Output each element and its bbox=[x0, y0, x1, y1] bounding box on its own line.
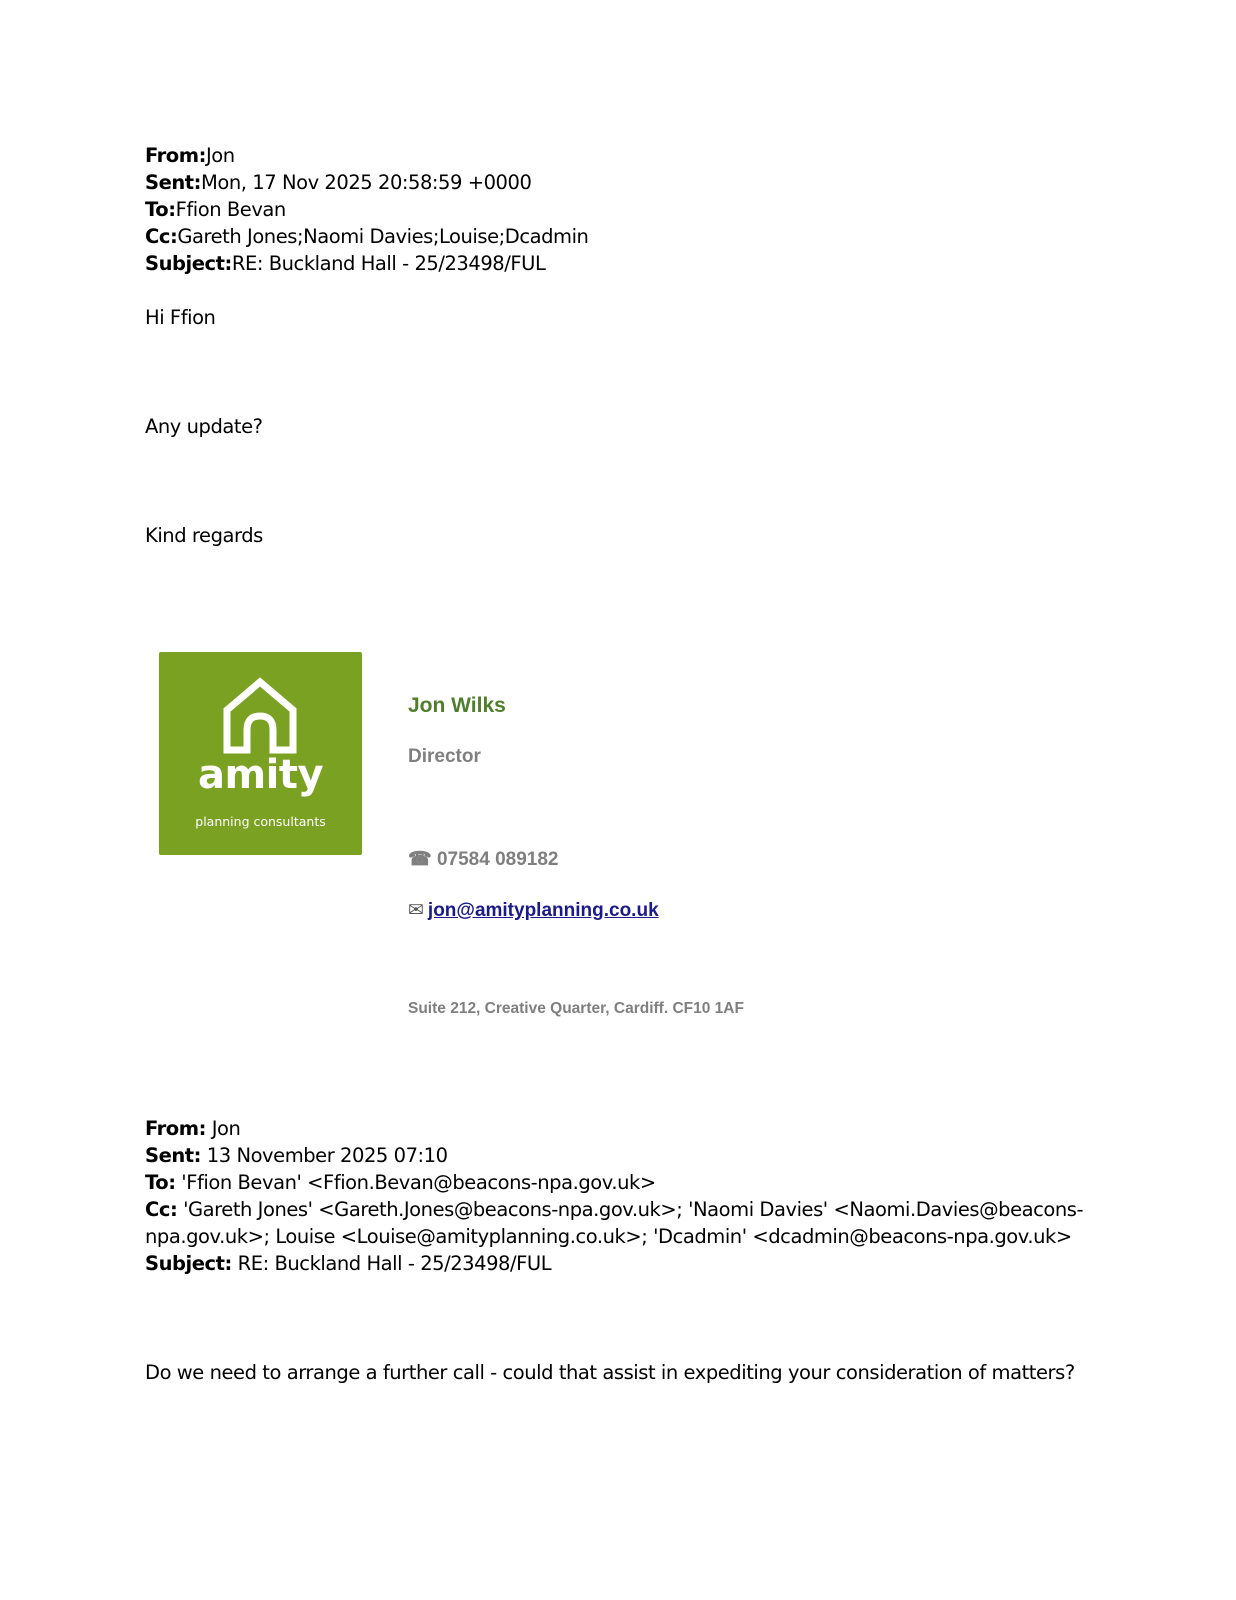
subject-value: RE: Buckland Hall - 25/23498/FUL bbox=[231, 1252, 552, 1275]
email1-closing: Kind regards bbox=[145, 524, 263, 547]
email2-subject-line bbox=[145, 1252, 551, 1275]
email2-body: Do we need to arrange a further call - could that assist in expediting your consideration of matters? bbox=[145, 1361, 1075, 1384]
envelope-icon: ✉ bbox=[408, 900, 424, 921]
sent-label: Sent: bbox=[145, 1144, 202, 1167]
logo-subtitle: planning consultants bbox=[195, 814, 326, 829]
cc-label: Cc: bbox=[145, 1198, 178, 1221]
subject-label: Subject: bbox=[145, 1252, 232, 1275]
email2-sent-line bbox=[145, 1144, 448, 1167]
email2-cc-continuation: npa.gov.uk>; Louise <Louise@amityplanning.co.uk>; 'Dcadmin' <dcadmin@beacons-npa.gov.uk> bbox=[145, 1225, 1072, 1248]
sent-label: Sent: bbox=[145, 171, 202, 194]
signature-name: Jon Wilks bbox=[408, 694, 506, 717]
signature-address: Suite 212, Creative Quarter, Cardiff. CF10 1AF bbox=[408, 1000, 744, 1017]
to-value: 'Ffion Bevan' <Ffion.Bevan@beacons-npa.gov.uk> bbox=[175, 1171, 656, 1194]
from-label: From: bbox=[145, 1117, 206, 1140]
phone-number: 07584 089182 bbox=[436, 849, 559, 870]
from-value: Jon bbox=[205, 144, 235, 167]
telephone-icon: ☎ bbox=[408, 849, 432, 870]
email2-cc-line bbox=[145, 1198, 1083, 1221]
email1-cc-line bbox=[145, 225, 588, 248]
sent-value: Mon, 17 Nov 2025 20:58:59 +0000 bbox=[201, 171, 532, 194]
email-link[interactable]: jon@amityplanning.co.uk bbox=[427, 900, 659, 921]
signature-title: Director bbox=[408, 746, 481, 767]
email2-from-line bbox=[145, 1117, 240, 1140]
cc-value-line1: 'Gareth Jones' <Gareth.Jones@beacons-npa.gov.uk>; 'Naomi Davies' <Naomi.Davies@beacons- bbox=[177, 1198, 1084, 1221]
signature-phone bbox=[408, 848, 558, 871]
cc-label: Cc: bbox=[145, 225, 178, 248]
to-value: Ffion Bevan bbox=[175, 198, 286, 221]
email1-from-line bbox=[145, 144, 235, 167]
cc-value: Gareth Jones;Naomi Davies;Louise;Dcadmin bbox=[177, 225, 589, 248]
email2-to-line bbox=[145, 1171, 656, 1194]
subject-value: RE: Buckland Hall - 25/23498/FUL bbox=[231, 252, 546, 275]
from-value: Jon bbox=[205, 1117, 241, 1140]
subject-label: Subject: bbox=[145, 252, 232, 275]
house-icon bbox=[219, 674, 301, 756]
to-label: To: bbox=[145, 198, 176, 221]
sent-value: 13 November 2025 07:10 bbox=[201, 1144, 448, 1167]
email1-greeting: Hi Ffion bbox=[145, 306, 216, 329]
from-label: From: bbox=[145, 144, 206, 167]
signature-email bbox=[408, 899, 659, 922]
amity-logo bbox=[159, 652, 362, 855]
logo-wordmark: amity bbox=[197, 752, 324, 798]
to-label: To: bbox=[145, 1171, 176, 1194]
email1-body: Any update? bbox=[145, 415, 263, 438]
email1-subject-line bbox=[145, 252, 545, 275]
email1-to-line bbox=[145, 198, 286, 221]
email1-sent-line bbox=[145, 171, 531, 194]
